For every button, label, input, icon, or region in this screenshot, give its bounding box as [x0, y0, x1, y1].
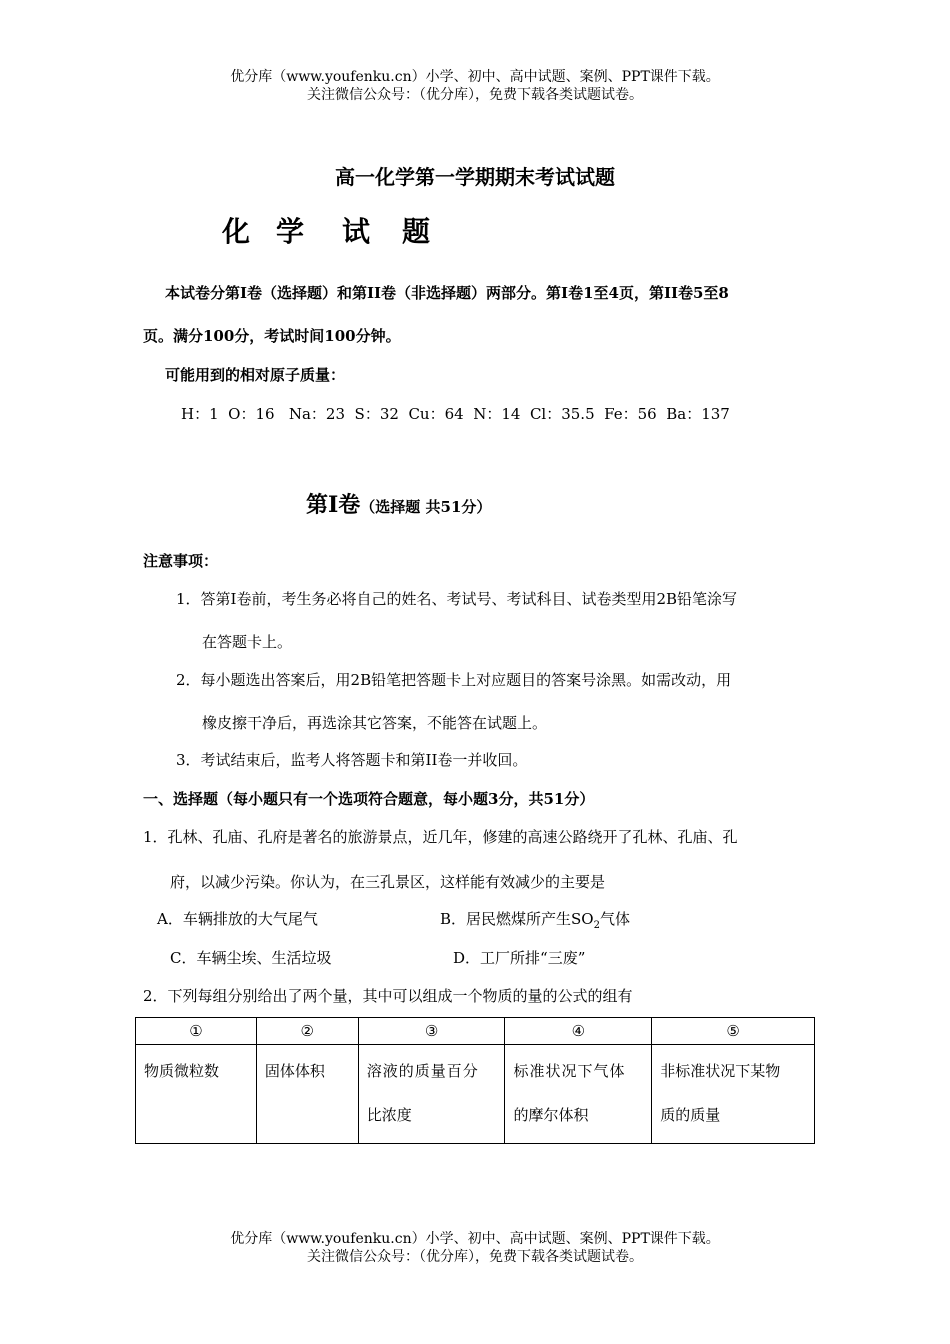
q1-option-b-text: B．居民燃煤所产生SO: [440, 910, 594, 928]
q2-table-cell-3: [358, 1045, 505, 1144]
atomic-mass-values: H：1 O：16 Na：23 S：32 Cu：64 N：14 Cl：35.5 Fe：56 Ba：137: [181, 405, 730, 423]
q2-table: [135, 1017, 815, 1144]
cell-line: 标准状况下气体: [513, 1062, 626, 1080]
q2-table-cell-4: [505, 1045, 652, 1144]
q1-option-d: D．工厂所排“三废”: [453, 949, 586, 967]
exam-title: 高一化学第一学期期末考试试题: [335, 165, 615, 189]
notes-heading: 注意事项：: [143, 552, 219, 570]
subject-char: 题: [402, 215, 431, 248]
page-footer-line1: 优分库（www.youfenku.cn）小学、初中、高中试题、案例、PPT课件下载。: [230, 1231, 720, 1247]
volume1-heading: [306, 488, 491, 519]
q2-table-header-row: [136, 1018, 815, 1045]
q2-table-cell-2: [256, 1045, 358, 1144]
q1-option-c: C．车辆尘埃、生活垃圾: [170, 949, 332, 967]
page-footer-line2: 关注微信公众号：（优分库），免费下载各类试题试卷。: [307, 1249, 643, 1265]
cell-line: 比浓度: [366, 1106, 412, 1124]
intro-line1: 本试卷分第I卷（选择题）和第II卷（非选择题）两部分。第I卷1至4页，第II卷5至8: [165, 284, 729, 302]
cell-line: 物质微粒数: [144, 1062, 220, 1080]
cell-line: 质的质量: [660, 1106, 721, 1124]
subject-char: 学: [276, 215, 305, 248]
q2-table-header-2: ②: [256, 1018, 358, 1045]
note-2-line1: 2．每小题选出答案后，用2B铅笔把答题卡上对应题目的答案号涂黑。如需改动，用: [176, 671, 732, 689]
cell-line: 的摩尔体积: [513, 1106, 589, 1124]
q1-option-b: [440, 908, 630, 931]
atomic-mass-label: 可能用到的相对原子质量：: [165, 366, 346, 384]
q2-stem: 2．下列每组分别给出了两个量，其中可以组成一个物质的量的公式的组有: [143, 987, 633, 1005]
page-header-line2: 关注微信公众号：（优分库），免费下载各类试题试卷。: [307, 87, 643, 103]
note-1-line1: 1．答第I卷前，考生务必将自己的姓名、考试号、考试科目、试卷类型用2B铅笔涂写: [176, 590, 738, 608]
subject-char: 试: [342, 215, 371, 248]
q1-stem-line1: 1．孔林、孔庙、孔府是著名的旅游景点，近几年，修建的高速公路绕开了孔林、孔庙、孔: [143, 828, 738, 846]
cell-line: 溶液的质量百分: [366, 1062, 479, 1080]
q2-table-cell-5: [652, 1045, 815, 1144]
q2-table-row: [136, 1045, 815, 1144]
note-2-line2: 橡皮擦干净后，再选涂其它答案，不能答在试题上。: [202, 714, 548, 732]
q2-table-header-1: ①: [136, 1018, 257, 1045]
subject-char: 化: [222, 215, 251, 248]
note-1-line2: 在答题卡上。: [202, 633, 293, 651]
page-header-line1: 优分库（www.youfenku.cn）小学、初中、高中试题、案例、PPT课件下载。: [230, 69, 720, 85]
q2-table-header-5: ⑤: [652, 1018, 815, 1045]
section1-heading: 一、选择题（每小题只有一个选项符合题意，每小题3分，共51分）: [143, 790, 595, 808]
intro-line2: 页。满分100分，考试时间100分钟。: [143, 327, 401, 345]
subject-heading: [222, 210, 430, 250]
volume1-subtitle: （选择题 共51分）: [360, 498, 492, 516]
q2-table-cell-1: [136, 1045, 257, 1144]
q1-option-b-subscript: 2: [593, 920, 600, 931]
q1-option-b-text-end: 气体: [599, 910, 630, 928]
q2-table-header-3: ③: [358, 1018, 505, 1045]
cell-line: 非标准状况下某物: [660, 1062, 781, 1080]
volume1-title: 第I卷: [306, 492, 361, 518]
q2-table-header-4: ④: [505, 1018, 652, 1045]
q1-stem-line2: 府，以减少污染。你认为，在三孔景区，这样能有效减少的主要是: [170, 873, 606, 891]
note-3: 3．考试结束后，监考人将答题卡和第II卷一并收回。: [176, 751, 528, 769]
q1-option-a: A．车辆排放的大气尾气: [157, 910, 318, 928]
cell-line: 固体体积: [264, 1062, 325, 1080]
